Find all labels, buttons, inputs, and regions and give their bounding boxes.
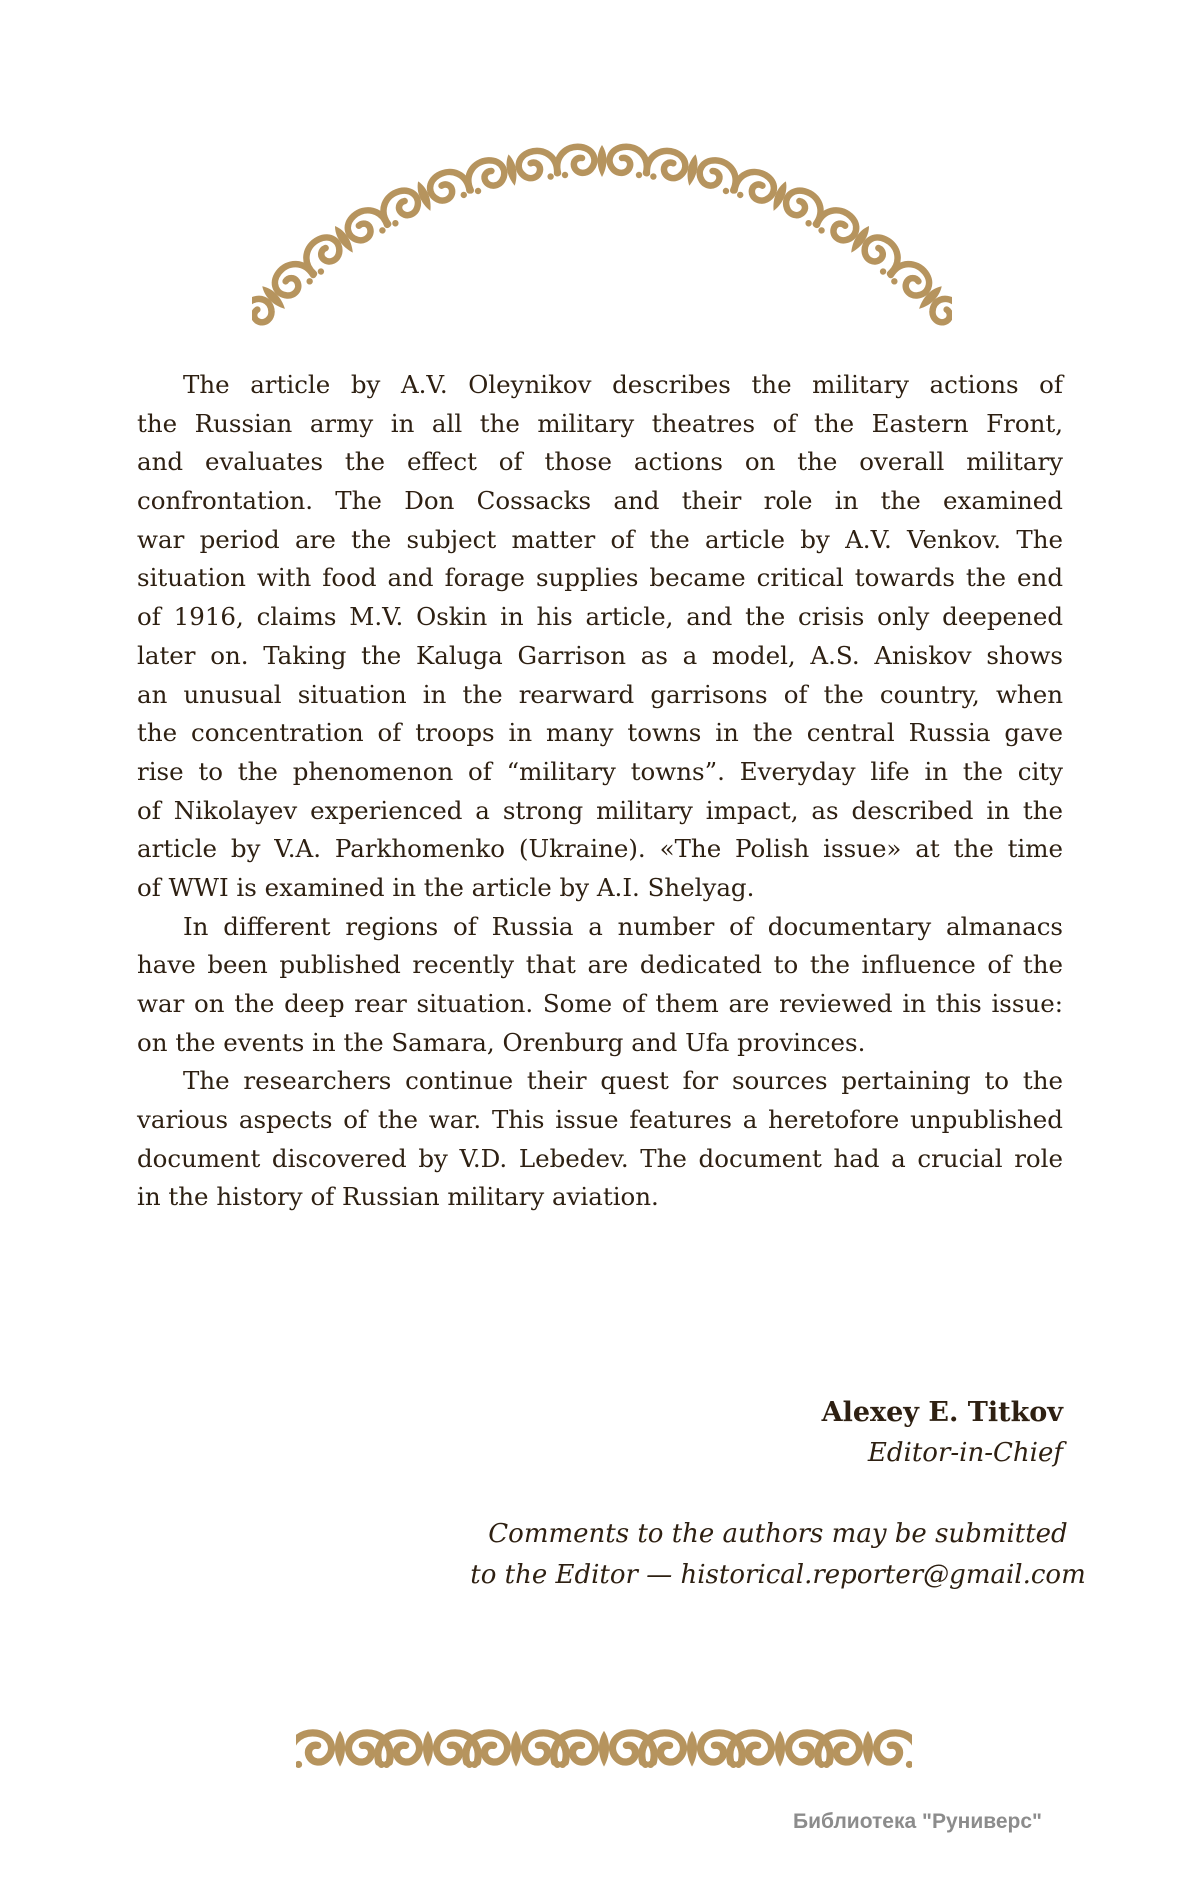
body-line: and evaluates the effect of those actions on the overall military [137, 447, 1063, 477]
comments-line-2: to the Editor — historical.reporter@gmail.com [470, 1560, 1086, 1590]
body-line: The article by A.V. Oleynikov describes the military actions of [183, 370, 1063, 399]
body-line: rise to the phenomenon of “military towns”. Everyday life in the city [137, 756, 1063, 786]
signature-role: Editor-in-Chief [867, 1438, 1063, 1468]
body-line: war period are the subject matter of the article by A.V. Venkov. The [137, 524, 1063, 554]
body-line: have been published recently that are dedicated to the influence of the [137, 950, 1063, 980]
comments-note [315, 1514, 1200, 1596]
body-line: confrontation. The Don Cossacks and their role in the examined [137, 486, 1063, 516]
body-line: in the history of Russian military aviation. [137, 1182, 659, 1212]
top-ornament-arc-icon [252, 135, 952, 327]
body-line: article by V.A. Parkhomenko (Ukraine). «The Polish issue» at the time [137, 834, 1063, 864]
body-line: on the events in the Samara, Orenburg and Ufa provinces. [137, 1027, 866, 1057]
watermark-label: Библиотека "Руниверс" [793, 1810, 1043, 1833]
body-line: an unusual situation in the rearward garrisons of the country, when [137, 679, 1063, 709]
signature-name: Alexey E. Titkov [821, 1397, 1063, 1428]
body-line: war on the deep rear situation. Some of them are reviewed in this issue: [137, 989, 1063, 1018]
comments-line-1: Comments to the authors may be submitted [488, 1519, 1068, 1549]
body-text [137, 366, 1063, 1217]
body-line: of Nikolayev experienced a strong military impact, as described in the [137, 795, 1063, 825]
body-line: of 1916, claims M.V. Oskin in his article, and the crisis only deepened [137, 602, 1063, 632]
body-line: document discovered by V.D. Lebedev. The document had a crucial role [137, 1143, 1063, 1173]
body-line: of WWI is examined in the article by A.I. Shelyag. [137, 872, 755, 902]
body-line: various aspects of the war. This issue features a heretofore unpublished [137, 1105, 1063, 1135]
body-line: situation with food and forage supplies became critical towards the end [137, 563, 1063, 593]
body-line: the Russian army in all the military theatres of the Eastern Front, [137, 408, 1063, 438]
signature-block [137, 1392, 1063, 1473]
body-line: later on. Taking the Kaluga Garrison as a model, A.S. Aniskov shows [137, 640, 1063, 670]
body-line: In different regions of Russia a number of documentary almanacs [183, 911, 1063, 941]
bottom-ornament-border-icon [296, 1713, 912, 1789]
body-line: The researchers continue their quest for sources pertaining to the [183, 1066, 1063, 1096]
body-line: the concentration of troops in many towns in the central Russia gave [137, 718, 1063, 748]
